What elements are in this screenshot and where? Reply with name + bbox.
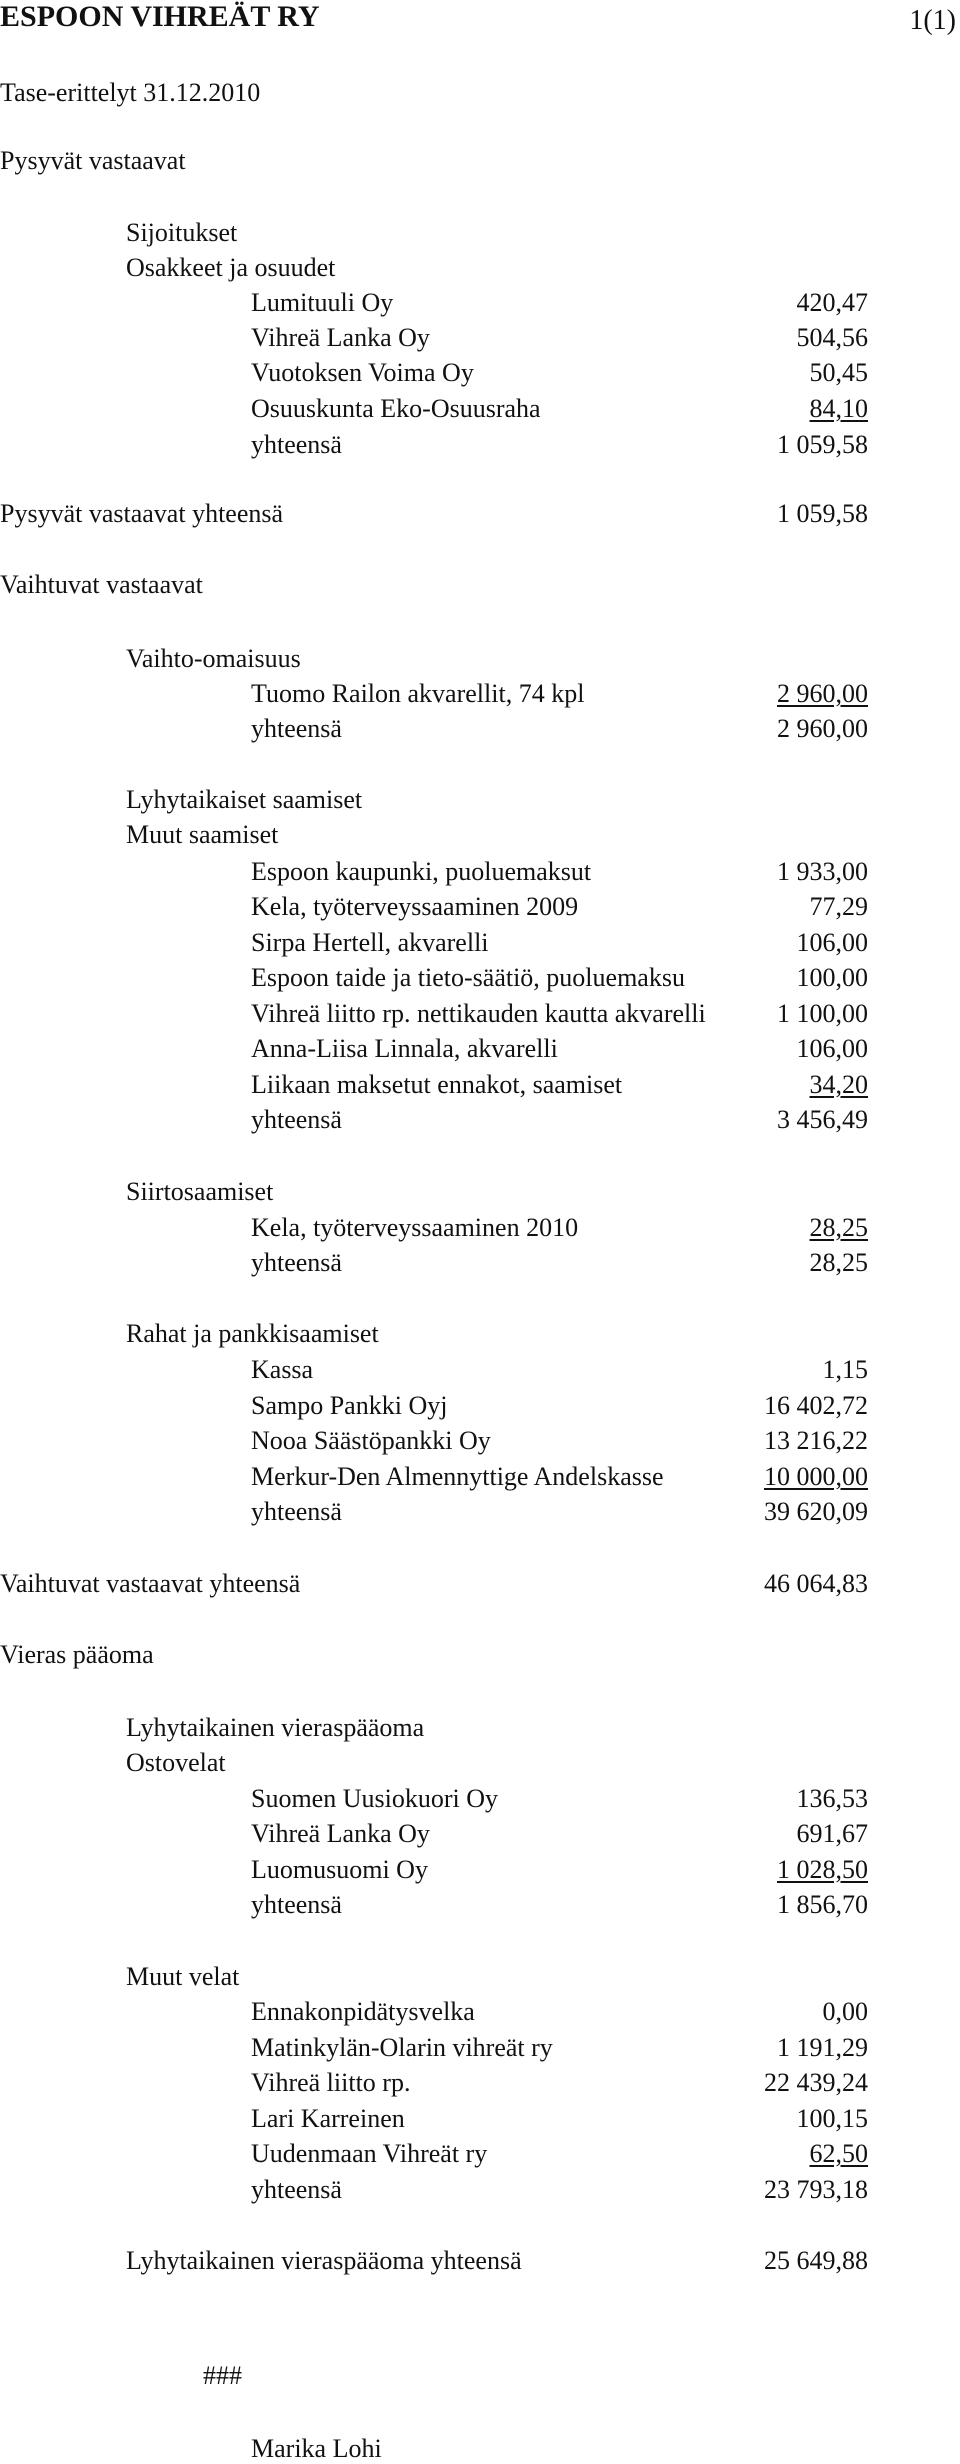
section-total-value: 46 064,83 bbox=[764, 1569, 868, 1598]
subtotal-label: yhteensä bbox=[251, 2175, 342, 2204]
item-label: Vuotoksen Voima Oy bbox=[251, 358, 474, 387]
section-total-label: Pysyvät vastaavat yhteensä bbox=[0, 499, 284, 528]
item-label: Nooa Säästöpankki Oy bbox=[251, 1426, 491, 1455]
subtotal-value: 1 856,70 bbox=[777, 1890, 868, 1919]
item-value: 691,67 bbox=[796, 1819, 868, 1848]
item-value: 0,00 bbox=[822, 1997, 868, 2026]
item-label: Vihreä Lanka Oy bbox=[251, 1819, 430, 1848]
item-label: Vihreä liitto rp. bbox=[251, 2068, 411, 2097]
subgroup-title-muut-velat: Muut velat bbox=[126, 1962, 240, 1991]
item-label: Liikaan maksetut ennakot, saamiset bbox=[251, 1070, 623, 1099]
item-value: 50,45 bbox=[809, 358, 868, 387]
section-total-value: 25 649,88 bbox=[764, 2246, 868, 2275]
item-value: 1 933,00 bbox=[777, 857, 868, 886]
subtotal-value: 39 620,09 bbox=[764, 1497, 868, 1526]
item-value: 1 028,50 bbox=[777, 1855, 868, 1884]
item-label: Lumituuli Oy bbox=[251, 288, 394, 317]
group-title-siirtosaamiset: Siirtosaamiset bbox=[126, 1177, 274, 1206]
section-total-value: 1 059,58 bbox=[777, 499, 868, 528]
subtotal-label: yhteensä bbox=[251, 1497, 342, 1526]
item-value: 1 100,00 bbox=[777, 999, 868, 1028]
item-value: 1 191,29 bbox=[777, 2033, 868, 2062]
page-number: 1(1) bbox=[909, 5, 956, 36]
subgroup-title-muut-saamiset: Muut saamiset bbox=[126, 820, 279, 849]
item-value: 77,29 bbox=[809, 892, 868, 921]
item-value: 28,25 bbox=[809, 1213, 868, 1242]
item-label: Vihreä Lanka Oy bbox=[251, 323, 430, 352]
item-label: Uudenmaan Vihreät ry bbox=[251, 2139, 488, 2168]
subgroup-title-osakkeet: Osakkeet ja osuudet bbox=[126, 253, 336, 282]
item-label: Merkur-Den Almennyttige Andelskasse bbox=[251, 1462, 664, 1491]
item-label: Matinkylän-Olarin vihreät ry bbox=[251, 2033, 553, 2062]
item-label: Sirpa Hertell, akvarelli bbox=[251, 928, 489, 957]
item-value: 136,53 bbox=[796, 1784, 868, 1813]
item-value: 420,47 bbox=[796, 288, 868, 317]
item-label: Suomen Uusiokuori Oy bbox=[251, 1784, 498, 1813]
organization-title: ESPOON VIHREÄT RY bbox=[0, 0, 320, 33]
item-label: Kassa bbox=[251, 1355, 314, 1384]
subtotal-value: 2 960,00 bbox=[777, 714, 868, 743]
item-label: Kela, työterveyssaaminen 2010 bbox=[251, 1213, 579, 1242]
subtotal-label: yhteensä bbox=[251, 430, 342, 459]
item-value: 10 000,00 bbox=[764, 1462, 868, 1491]
subtotal-value: 28,25 bbox=[809, 1248, 868, 1277]
subtotal-label: yhteensä bbox=[251, 1105, 342, 1134]
item-label: Ennakonpidätysvelka bbox=[251, 1997, 475, 2026]
section-total-label: Lyhytaikainen vieraspääoma yhteensä bbox=[126, 2246, 522, 2275]
item-label: Osuuskunta Eko-Osuusraha bbox=[251, 394, 541, 423]
document-subtitle: Tase-erittelyt 31.12.2010 bbox=[0, 78, 261, 107]
section-title-vieras: Vieras pääoma bbox=[0, 1640, 154, 1669]
section-title-pysyvat: Pysyvät vastaavat bbox=[0, 146, 186, 175]
group-title-lyhytaikaiset-saamiset: Lyhytaikaiset saamiset bbox=[126, 785, 363, 814]
group-title-vaihto-omaisuus: Vaihto-omaisuus bbox=[126, 644, 301, 673]
subtotal-label: yhteensä bbox=[251, 1890, 342, 1919]
item-value: 100,00 bbox=[796, 963, 868, 992]
item-label: Kela, työterveyssaaminen 2009 bbox=[251, 892, 579, 921]
subgroup-title-ostovelat: Ostovelat bbox=[126, 1748, 226, 1777]
section-total-label: Vaihtuvat vastaavat yhteensä bbox=[0, 1569, 301, 1598]
item-value: 34,20 bbox=[809, 1070, 868, 1099]
item-label: Luomusuomi Oy bbox=[251, 1855, 428, 1884]
item-value: 22 439,24 bbox=[764, 2068, 868, 2097]
item-value: 106,00 bbox=[796, 928, 868, 957]
subtotal-value: 23 793,18 bbox=[764, 2175, 868, 2204]
item-value: 13 216,22 bbox=[764, 1426, 868, 1455]
item-value: 106,00 bbox=[796, 1034, 868, 1063]
item-value: 2 960,00 bbox=[777, 679, 868, 708]
group-title-sijoitukset: Sijoitukset bbox=[126, 218, 238, 247]
item-value: 16 402,72 bbox=[764, 1391, 868, 1420]
item-label: Espoon taide ja tieto-säätiö, puoluemaksu bbox=[251, 963, 685, 992]
subtotal-value: 1 059,58 bbox=[777, 430, 868, 459]
item-label: Espoon kaupunki, puoluemaksut bbox=[251, 857, 592, 886]
item-label: Anna-Liisa Linnala, akvarelli bbox=[251, 1034, 558, 1063]
subtotal-label: yhteensä bbox=[251, 1248, 342, 1277]
item-value: 100,15 bbox=[796, 2104, 868, 2133]
item-label: Vihreä liitto rp. nettikauden kautta akvarelli bbox=[251, 999, 706, 1028]
item-value: 1,15 bbox=[822, 1355, 868, 1384]
group-title-lyhytaikainen-vieraspaaoma: Lyhytaikainen vieraspääoma bbox=[126, 1713, 425, 1742]
item-label: Tuomo Railon akvarellit, 74 kpl bbox=[251, 679, 585, 708]
item-label: Lari Karreinen bbox=[251, 2104, 405, 2133]
end-marks: ### bbox=[203, 2361, 242, 2390]
subtotal-label: yhteensä bbox=[251, 714, 342, 743]
item-value: 84,10 bbox=[809, 394, 868, 423]
item-value: 62,50 bbox=[809, 2139, 868, 2168]
item-label: Sampo Pankki Oyj bbox=[251, 1391, 448, 1420]
item-value: 504,56 bbox=[796, 323, 868, 352]
group-title-rahat: Rahat ja pankkisaamiset bbox=[126, 1319, 379, 1348]
section-title-vaihtuvat: Vaihtuvat vastaavat bbox=[0, 570, 203, 599]
signer-name: Marika Lohi bbox=[251, 2434, 382, 2463]
subtotal-value: 3 456,49 bbox=[777, 1105, 868, 1134]
